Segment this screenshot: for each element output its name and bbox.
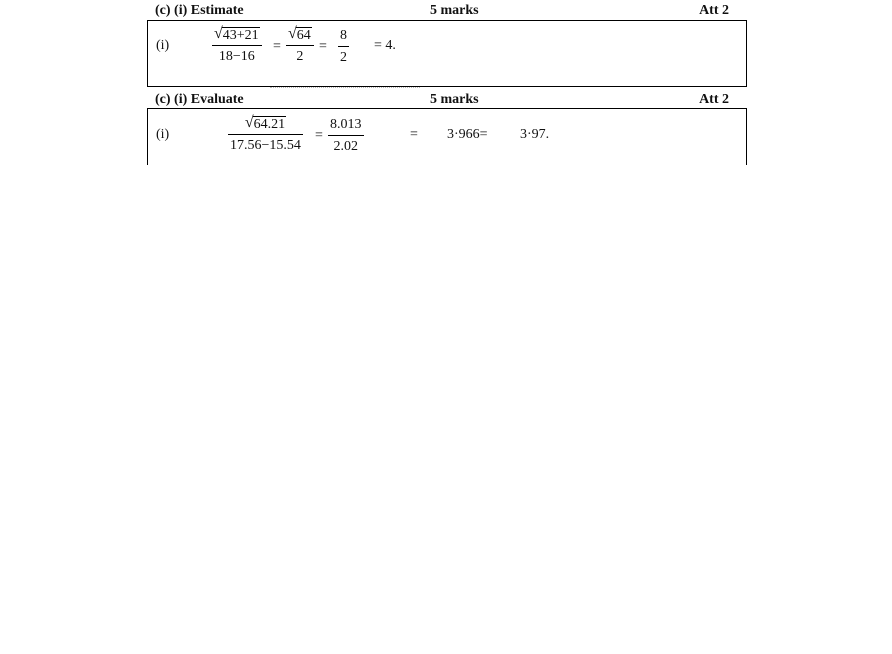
marks-label: 5 marks — [430, 92, 479, 107]
estimate-answer-box — [147, 20, 747, 87]
evaluate-answer-box — [147, 108, 747, 165]
fraction-8-over-2 — [338, 28, 349, 66]
rounded-result: 3·97. — [520, 127, 550, 142]
numerator: 8 — [340, 28, 347, 43]
section-header-evaluate — [155, 92, 729, 108]
radicand: 64.21 — [253, 117, 286, 132]
radicand: 64 — [296, 28, 311, 43]
denominator: 2 — [296, 49, 304, 64]
fraction-sqrt-sum — [212, 26, 262, 65]
marks-label: 5 marks — [430, 3, 479, 18]
equals-sign: = — [273, 39, 281, 54]
denominator: 18−16 — [218, 49, 255, 64]
part-label: (i) — [156, 38, 170, 53]
square-root: √ 64 — [288, 25, 311, 43]
fraction-sqrt-64-21 — [228, 115, 303, 154]
attempt-label: Att 2 — [699, 92, 729, 107]
result: = 4. — [374, 38, 396, 53]
section-heading: (c) (i) Evaluate — [155, 92, 244, 107]
section-header-estimate — [155, 3, 729, 19]
radicand: 43+21 — [222, 28, 259, 43]
part-label: (i) — [156, 127, 170, 142]
equals-sign: = — [410, 127, 418, 142]
attempt-label: Att 2 — [699, 3, 729, 18]
denominator: 17.56−15.54 — [230, 138, 301, 153]
computed-value: 3·966= — [447, 127, 488, 142]
denominator: 2.02 — [333, 139, 358, 154]
equals-sign: = — [319, 39, 327, 54]
denominator: 2 — [340, 50, 347, 65]
section-heading: (c) (i) Estimate — [155, 3, 244, 18]
faint-divider — [270, 87, 420, 91]
square-root: √ 64.21 — [244, 114, 286, 132]
square-root: √ 43+21 — [214, 25, 259, 43]
equals-sign: = — [315, 128, 323, 143]
fraction-sqrt-64 — [286, 26, 314, 65]
fraction-8013-over-202 — [328, 117, 364, 155]
numerator: 8.013 — [330, 117, 362, 132]
